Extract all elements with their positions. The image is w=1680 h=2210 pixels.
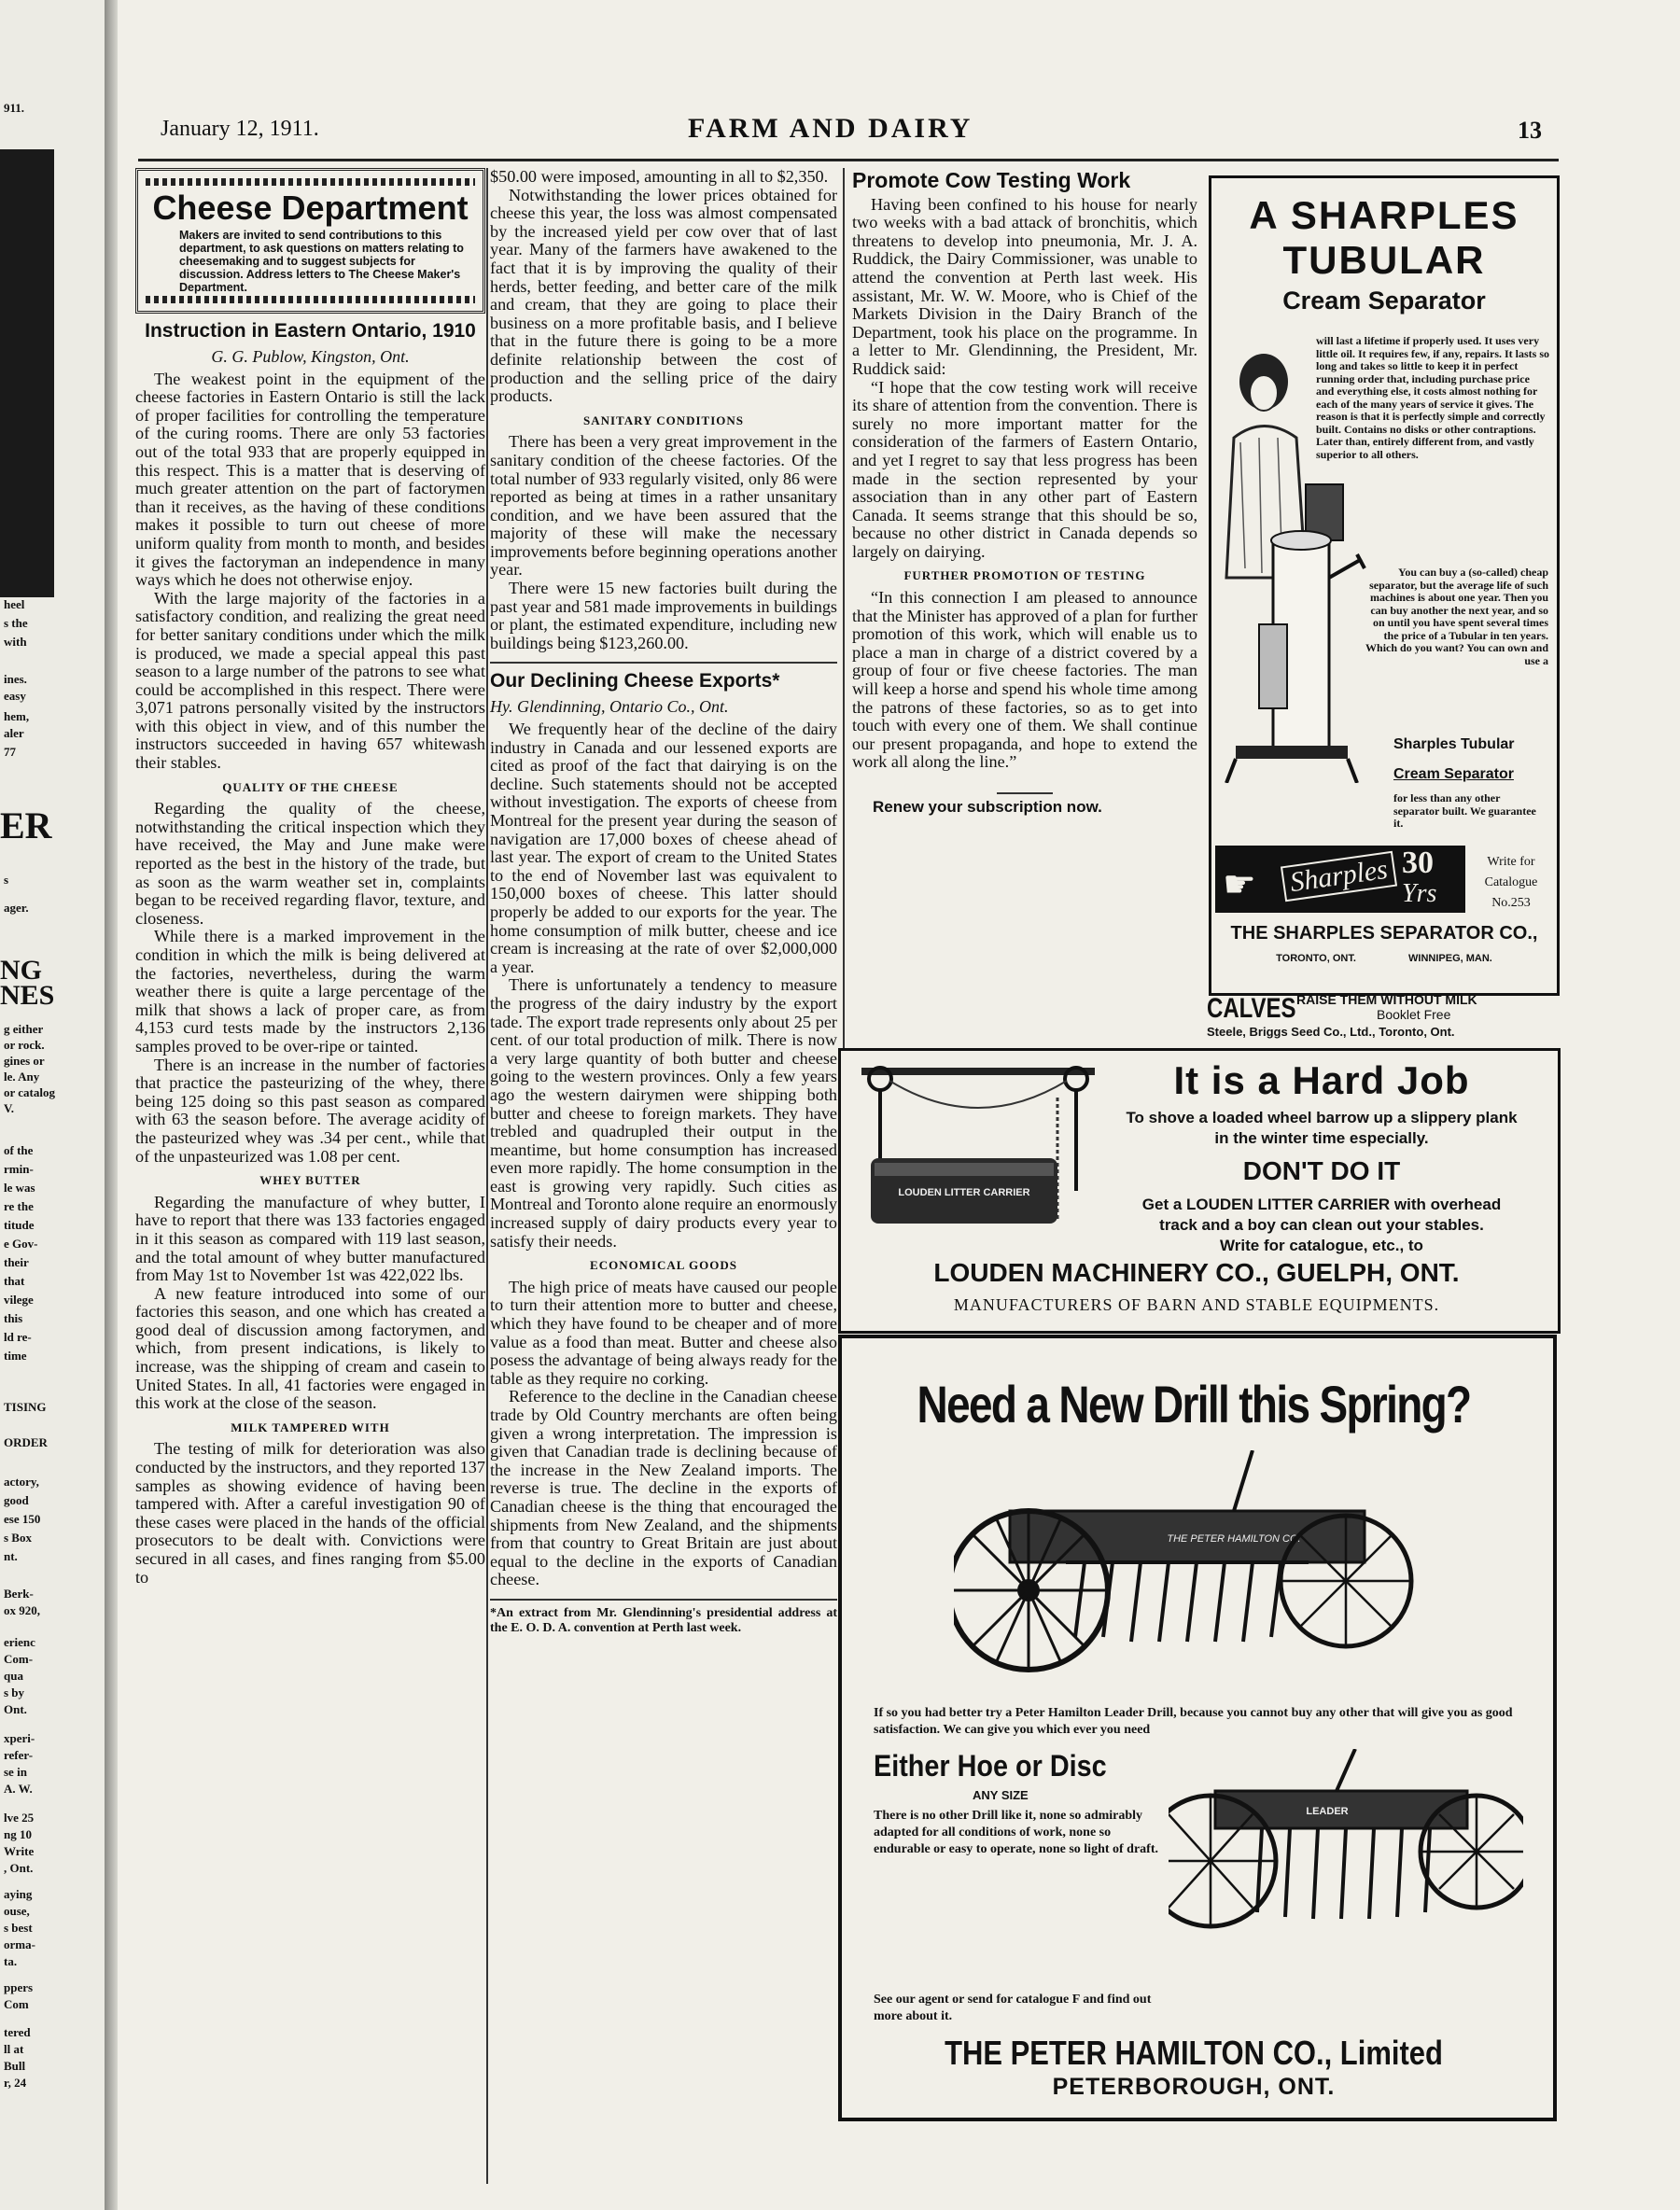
carrier-label: LOUDEN LITTER CARRIER [898,1187,1030,1198]
paragraph: Reference to the decline in the Canadian cheese trade by Old Country merchants are often being given a wrong interpretation. The impression is given that Canadian trade is declining because of the increase in the New Zealand imports. The reverse is true. The decline in the exports of Canadian cheese is the thing that encouraged the shipments from New Zealand, and the shipments from that country to Great Britain are just about equal to the decline in the exports of Canadian cheese. [490,1387,837,1589]
years-number: 30 [1402,846,1434,880]
adjacent-page-text: s best [4,1921,33,1935]
adjacent-page-text: ll at [4,2042,24,2056]
column-1 [135,168,485,1587]
ad-title: TUBULAR [1282,238,1486,282]
adjacent-page-text: ox 920, [4,1603,40,1617]
page-gutter [105,0,118,2210]
adjacent-page-text: ta. [4,1954,18,1968]
article-title: Our Declining Cheese Exports* [490,670,780,692]
adjacent-page-text: se in [4,1765,27,1779]
adjacent-page-text: le was [4,1181,35,1195]
ad-body: will last a lifetime if properly used. It uses very little oil. It requires few, if any, repairs. It lasts so long and takes so little to keep it in perfect running order that, including purchase price and everything else, it costs almost nothing for each of the many years of service it gives. The reason is that it is perfectly simple and correctly built. Contains no disks or other contraptions. Later than, entirely different from, and vastly superior to all others. [1316,334,1549,461]
subheading: WHEY BUTTER [259,1173,361,1188]
column-3 [852,168,1197,817]
adjacent-page-text: 911. [4,101,25,115]
adjacent-page-fragment [0,0,106,2210]
write-for: Write for [1487,855,1535,869]
adjacent-page-text: A. W. [4,1782,33,1796]
adjacent-page-text: refer- [4,1748,34,1762]
adjacent-page-text: aying [4,1887,33,1901]
adjacent-page-text: nt. [4,1549,18,1563]
sharples-ad [1209,175,1560,996]
subheading: FURTHER PROMOTION OF TESTING [903,568,1146,583]
paragraph: “I hope that the cow testing work will receive its share of attention from the convention. There is surely no more important matter for the consideration of the farmers of Eastern Ontario, and yet I regret to say that less progress has been made in the section represented by your association than in any other part of Eastern Canada. It seems strange that this should be so, because no other district in Canada depends so largely on dairying. [852,377,1197,561]
calves-ad [1207,991,1558,1042]
ad-line: in the winter time especially. [1214,1129,1429,1147]
renew-notice: Renew your subscription now. [873,798,1102,816]
adjacent-page-text: xperi- [4,1731,35,1745]
cheese-department-box [135,168,485,314]
adjacent-page-text: time [4,1349,27,1363]
adjacent-page-text: Com- [4,1652,34,1666]
paragraph: “In this connection I am pleased to announce that the Minister has approved of a plan for further promotion of this work, which will enable us to place a man in charge of a district covered by a group of four or five cheese factories. The man will keep a horse and spend his whole time among the patrons of these factories, so as to get into touch with every one of them. We shall continue our present propaganda, and hope to extend the work all along the line.” [852,588,1197,772]
adjacent-page-text: orma- [4,1937,35,1951]
adjacent-page-text: or catalog [4,1085,55,1099]
article-separator [490,662,837,664]
paragraph: There is an increase in the number of factories that practice the pasteurizing of the whey, there being 125 doing so this past season as compared with 63 the season before. The average acidity of the pasteurized whey was .34 per cent., while that of the unpasteurized was 1.08 per cent. [135,1055,485,1166]
page-header [161,113,1542,154]
catalogue-request [1473,852,1549,914]
adjacent-page-text: Com [4,1997,29,2011]
city: TORONTO, ONT. [1276,953,1356,964]
adjacent-page-text: or rock. [4,1038,45,1052]
ad-headline: It is a Hard Job [1173,1058,1470,1102]
company-tagline: MANUFACTURERS OF BARN AND STABLE EQUIPMENTS. [953,1295,1440,1314]
paragraph: $50.00 were imposed, amounting in all to $2,350. [490,167,829,186]
adjacent-page-text: of the [4,1143,34,1157]
ad-body: You can buy a (so-called) cheap separator, but the average life of such machines is about one year. Then you can buy another the next year, and so on until you have spent several times the price of a Tubular in ten years. Which do you want? You can own and use a [1365,566,1548,667]
short-rule [997,792,1053,794]
adjacent-page-text: titude [4,1218,35,1232]
adjacent-page-text: actory, [4,1475,39,1489]
adjacent-page-text: Write [4,1844,35,1858]
seed-drill-illustration [954,1450,1421,1693]
page-number: 13 [1518,117,1542,144]
subheading: QUALITY OF THE CHEESE [222,779,399,794]
paragraph: The testing of milk for deterioration was also conducted by the instructors, and they reported 137 samples as showing evidence of having been tampered with. After a careful investigation 90 of these cases were placed in the hands of the official prosecutors to be dealt with. Convictions were secured in all cases, and fines ranging from $5.00 to [135,1439,485,1587]
adjacent-page-text: Bull [4,2059,26,2073]
footnote: *An extract from Mr. Glendinning's presidential address at the E. O. D. A. convention at Perth last week. [490,1599,837,1636]
dotted-border [146,296,475,303]
adjacent-page-text: ouse, [4,1904,30,1918]
ad-slogan: DON'T DO IT [1242,1156,1401,1185]
adjacent-page-text: s the [4,616,28,630]
column-divider [843,168,845,1050]
paragraph: The weakest point in the equipment of the cheese factories in Eastern Ontario is still the lack of proper facilities for controlling the temperature of the curing rooms. There are only 53 factories out of the total 933 that are properly equipped in this respect. This is a matter that is deserving of much greater attention on the part of factorymen than it receives, as the having of these conditions makes it possible to turn out cheese of more uniform quality from month to month, and besides it gives the factoryman an independence in many ways which he does not otherwise enjoy. [135,369,485,590]
column-divider [486,168,488,2184]
louden-ad [838,1048,1561,1334]
paragraph: There has been a very great improvement in the sanitary condition of the cheese factories. Of the total number of 933 regularly visited, only 86 were reported as being at times in a rather unsanitary condition, and we have been assured that the majority of these will make the necessary improvements before beginning operations another year. [490,432,837,580]
ad-body: See our agent or send for catalogue F and find out more about it. [874,1993,1152,2023]
cheese-department-title: Cheese Department [152,189,469,227]
adjacent-page-text: TISING [4,1400,47,1414]
adjacent-page-text: 77 [4,745,16,759]
adjacent-page-text: qua [4,1669,23,1683]
adjacent-page-text: with [4,635,27,649]
article-byline: G. G. Publow, Kingston, Ont. [211,347,410,366]
adjacent-page-text: ORDER [4,1435,48,1449]
ad-label: ANY SIZE [973,1788,1029,1802]
paragraph: A new feature introduced into some of our factories this season, and one which has created a good deal of discussion among factorymen, and which, from present indications, is likely to increase, was the shipping of cream and casein to United States. In all, 41 factories were engaged in this work at the close of the season. [135,1283,485,1413]
adjacent-page-text: NG [0,955,42,986]
adjacent-page-text: V. [4,1101,14,1115]
catalogue-label: Catalogue [1484,875,1538,889]
leader-label: LEADER [1306,1806,1349,1817]
ad-subheadline: Either Hoe or Disc [874,1749,1107,1783]
adjacent-page-text: ppers [4,1980,34,1994]
ad-line: Get a LOUDEN LITTER CARRIER with overhead [1141,1196,1502,1213]
adjacent-page-text: s Box [4,1531,32,1545]
adjacent-page-text: NES [0,980,55,1011]
paragraph: We frequently hear of the decline of the dairy industry in Canada and our lessened exports are cited as proof of the fact that dairying is on the decline. Such statements should not be accepted without investigation. The exports of cheese from Montreal for the present year during the season of navigation are 17,000 boxes of cheese ahead of last year. The export of cream to the United States to the end of November last was equivalent to 150,000 boxes of cheese. This latter should properly be added to our exports for the year. The home consumption of milk butter, cheese and ice cream is increasing at the rate of over $2,000,000 a year. [490,720,837,976]
column-2 [490,168,837,1636]
pointing-hand-icon: ☛ [1223,863,1256,905]
adjacent-page-text: lve 25 [4,1811,35,1825]
adjacent-page-text: ager. [4,901,29,915]
ad-line: Steele, Briggs Seed Co., Ltd., Toronto, Ont. [1207,1025,1455,1039]
cheese-department-note: Makers are invited to send contributions to this department, to ask questions on matters relating to cheesemaking and to suggest subjects for discussion. Address letters to The Cheese Maker's Department. [179,229,464,294]
adjacent-page-text: s by [4,1685,25,1699]
adjacent-page-text: r, 24 [4,2076,27,2090]
company-name: THE SHARPLES SEPARATOR CO., [1230,923,1538,944]
paragraph: Regarding the manufacture of whey butter, I have to report that there was 133 factories engaged in it this season as compared with 119 last season, and the total amount of whey butter manufactured from May 1st to November 1st was 422,022 lbs. [135,1192,485,1285]
ad-title: A SHARPLES [1249,193,1519,237]
adjacent-page-photo [0,149,54,597]
adjacent-page-text: ines. [4,672,27,686]
ad-body: There is no other Drill like it, none so admirably adapted for all conditions of work, none so endurable or easy to operate, none so light of draft. [874,1809,1158,1856]
ad-headline: Need a New Drill this Spring? [917,1375,1471,1434]
adjacent-page-text: , Ont. [4,1861,34,1875]
litter-carrier-illustration [861,1060,1095,1256]
paragraph: While there is a marked improvement in the condition in which the milk is being delivered at the factories, nevertheless, during the warm weather there is quite a large percentage of the milk that shows a lack of proper care, as from 4,153 curd tests made by the instructors 2,136 samples proved to be over-ripe or tainted. [135,927,485,1056]
adjacent-page-text: Ont. [4,1702,27,1716]
adjacent-page-text: re the [4,1199,34,1213]
adjacent-page-text: vilege [4,1293,34,1307]
company-name: LOUDEN MACHINERY CO., GUELPH, ONT. [933,1258,1460,1287]
catalogue-number: No.253 [1491,896,1531,910]
adjacent-page-text: hem, [4,709,30,723]
adjacent-page-text: ER [0,804,52,846]
issue-date: January 12, 1911. [161,117,319,141]
subheading: ECONOMICAL GOODS [590,1258,737,1273]
adjacent-page-text: s [4,873,9,887]
brand-name: Sharples Tubular [1393,736,1515,752]
adjacent-page-text: erienc [4,1635,35,1649]
paragraph: There is unfortunately a tendency to measure the progress of the dairy industry by the export tade. The export trade represents only about 25 per cent. of our total production of milk. There is now a very large quantity of both butter and cheese going to the western provinces. Only a few years ago the western dairymen were shipping both butter and cheese to foreign markets. They have trebled and quadrupled their output in the meantime, but home consumption has increased even more rapidly. The home consumption in the east is growing very rapidly. Such cities as Montreal and Toronto alone require an enormously increased supply of dairy products every year to satisfy their needs. [490,975,837,1251]
ad-line: RAISE THEM WITHOUT MILK [1296,992,1477,1007]
article-title: Instruction in Eastern Ontario, 1910 [145,320,476,342]
disc-drill-illustration [1169,1749,1523,1945]
sharples-logo-block [1215,846,1465,913]
adjacent-page-text: easy [4,689,26,703]
paragraph: The high price of meats have caused our people to turn their attention more to butter and cheese, which they have found to be cheaper and of more value as a food than meat. Butter and cheese also posess the advantage of being always ready for the table as they require no corking. [490,1277,837,1388]
peter-hamilton-drill-ad [838,1335,1557,2121]
adjacent-page-text: e Gov- [4,1237,38,1251]
article-byline: Hy. Glendinning, Ontario Co., Ont. [490,697,729,717]
adjacent-page-text: aler [4,726,24,740]
ad-body: If so you had better try a Peter Hamilton Leader Drill, because you cannot buy any other that will give you as good satisfaction. We can give you which ever you need [874,1706,1513,1737]
adjacent-page-text: ng 10 [4,1827,32,1841]
adjacent-page-text: rmin- [4,1162,34,1176]
dotted-border [146,178,475,186]
ad-headline: CALVES [1207,993,1296,1024]
paragraph: There were 15 new factories built during the past year and 581 made improvements in buildings or plant, the estimated expenditure, including new buildings being $123,260.00. [490,579,837,652]
paragraph: With the large majority of the factories in a satisfactory condition, and realizing the great need for better sanitary conditions under which the milk is produced, we made a special appeal this past season to a large number of the patrons to see what could be accomplished in this respect. There were 3,071 patrons personally visited by the instructors with this object in view, and of this number the instructors succeeded in having 657 whitewash their stables. [135,588,485,773]
subheading: SANITARY CONDITIONS [582,413,745,427]
paragraph: Having been confined to his house for nearly two weeks with a bad attack of bronchitis, which threatens to develop into pneumonia, Mr. J. A. Ruddick, the Dairy Commissioner, was unable to attend the convention at Perth last week. His assistant, Mr. W. W. Moore, who is Chief of the Markets Division in the Dairy Branch of the Department, took his place on the programme. In a letter to Mr. Glendinning, the President, Mr. Ruddick said: [852,194,1197,378]
subheading: MILK TAMPERED WITH [231,1420,390,1434]
machine-label: THE PETER HAMILTON CO. [1167,1533,1301,1545]
city: WINNIPEG, MAN. [1408,953,1492,964]
ad-line: To shove a loaded wheel barrow up a slippery plank [1126,1109,1518,1126]
brand-name: Cream Separator [1393,766,1514,782]
article-title: Promote Cow Testing Work [852,168,1131,192]
paragraph: Notwithstanding the lower prices obtained for cheese this year, the loss was almost compensated by the increased yield per cow over that of last year. Many of the farmers have awakened to the fact that it is by improving the quality of their herds, better feeding, and better care of the milk and cream, that they are going to place their business on a more profitable basis, and I believe that in the future there is going to be a more definite relationship between the cost of production and the selling price of the dairy products. [490,185,837,406]
company-name: THE PETER HAMILTON CO., Limited [945,2034,1443,2072]
paragraph: Regarding the quality of the cheese, notwithstanding the critical inspection which they have received, the May and June make were reported as the best in the history of the trade, but as soon as the warm weather set in, complaints began to be received regarding flavor, texture, and closeness. [135,799,485,928]
sharples-logo-text: Sharples [1281,851,1397,902]
adjacent-page-text: that [4,1274,25,1288]
adjacent-page-text: ese 150 [4,1512,41,1526]
adjacent-page-text: Berk- [4,1587,34,1601]
masthead-title: FARM AND DAIRY [688,113,973,144]
adjacent-page-text: heel [4,597,25,611]
adjacent-page-text: ld re- [4,1330,32,1344]
company-cities [1211,953,1557,964]
adjacent-page-text: good [4,1493,29,1507]
header-rule [138,159,1559,161]
adjacent-page-text: gines or [4,1054,45,1068]
adjacent-page-text: le. Any [4,1070,40,1084]
adjacent-page-text: g either [4,1022,44,1036]
ad-line: Write for catalogue, etc., to [1220,1237,1423,1254]
ad-line: track and a boy can clean out your stables. [1159,1216,1484,1234]
years-label: Yrs [1402,879,1437,908]
adjacent-page-text: their [4,1255,29,1269]
ad-body: for less than any other separator built. We guarantee it. [1393,791,1536,830]
ad-subtitle: Cream Separator [1282,287,1486,315]
ad-line: Booklet Free [1377,1007,1451,1022]
company-city: PETERBOROUGH, ONT. [1052,2074,1336,2100]
adjacent-page-text: tered [4,2025,31,2039]
adjacent-page-text: this [4,1311,23,1325]
